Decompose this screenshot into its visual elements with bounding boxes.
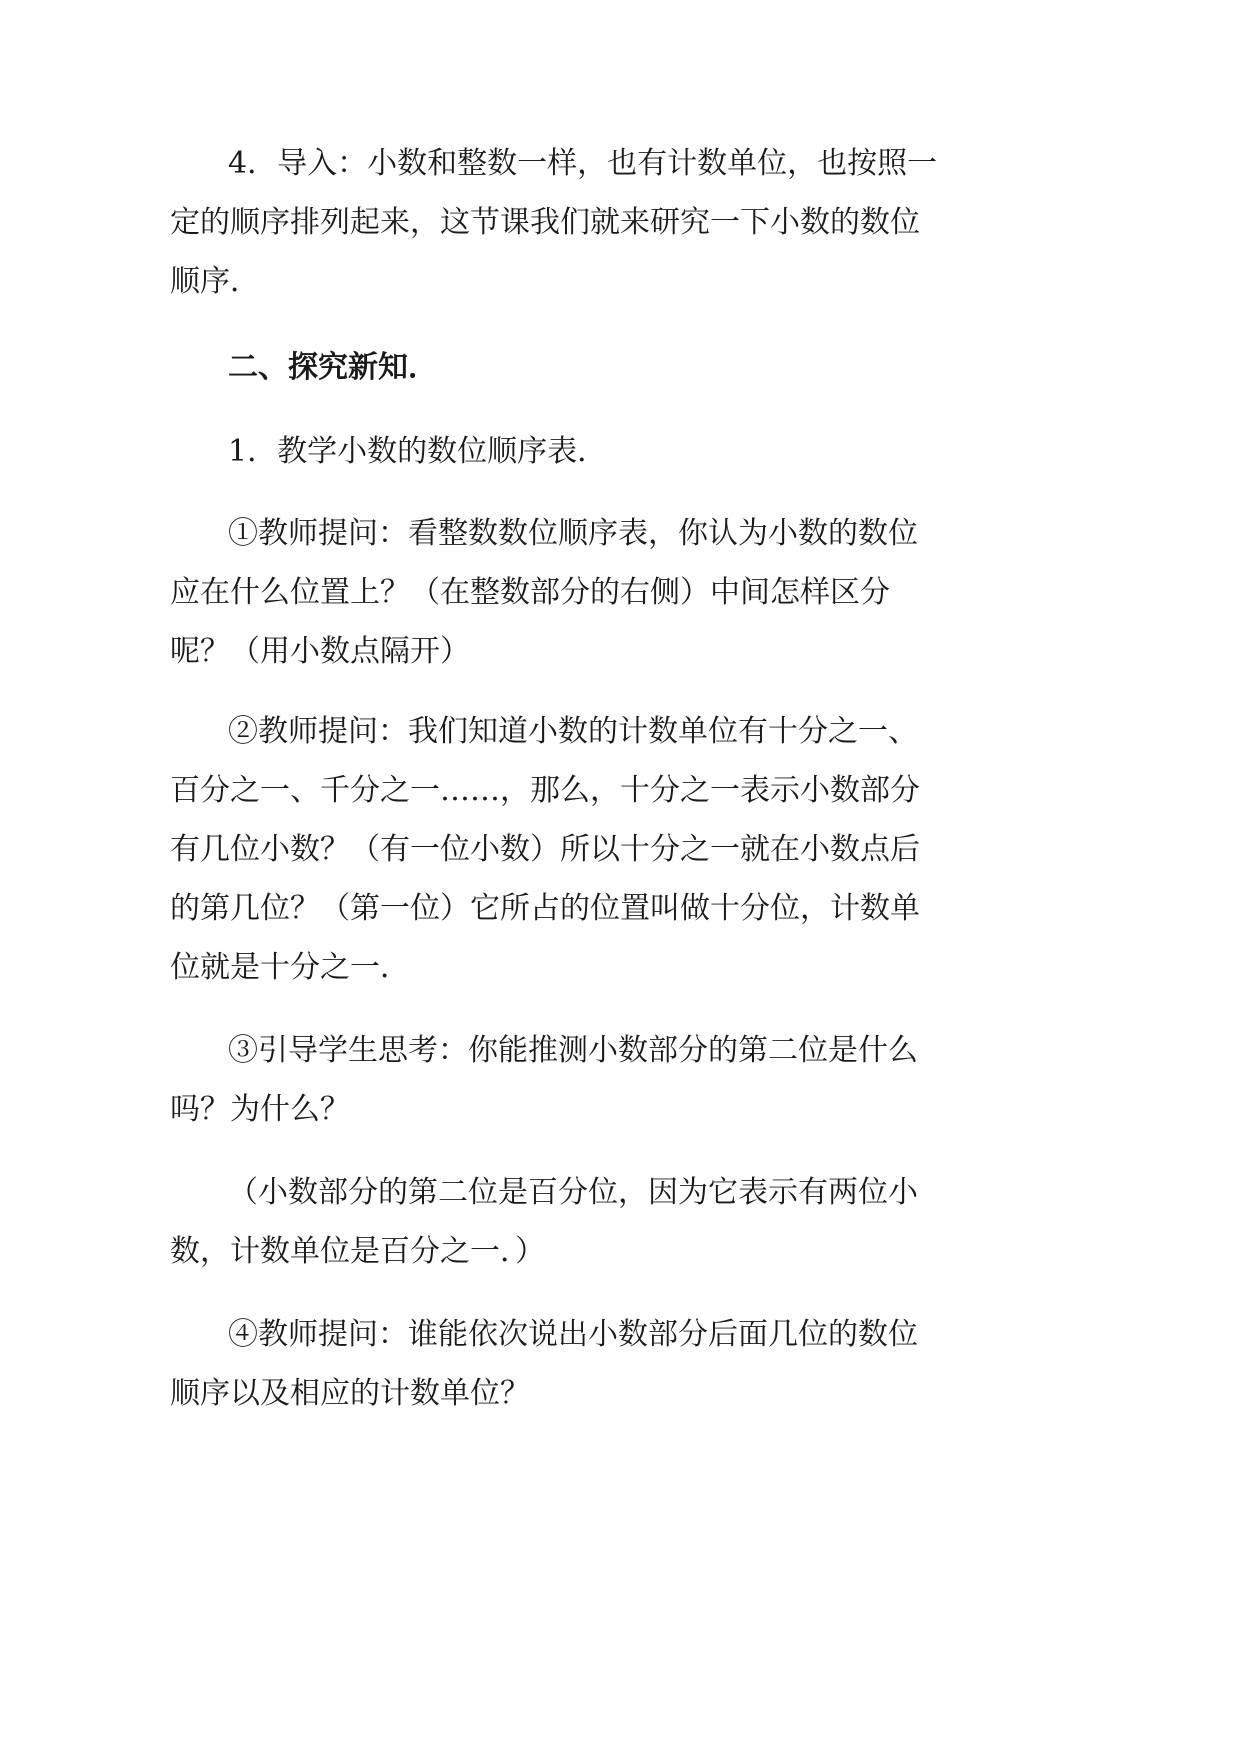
text-line: 有几位小数？（有一位小数）所以十分之一就在小数点后: [170, 832, 920, 867]
text-line: 的第几位？（第一位）它所占的位置叫做十分位，计数单: [170, 891, 920, 926]
text-line: ③引导学生思考：你能推测小数部分的第二位是什么: [228, 1033, 918, 1068]
text-line: 吗？为什么？: [170, 1092, 350, 1127]
text-line: 百分之一、千分之一……，那么，十分之一表示小数部分: [170, 773, 920, 808]
section-heading: [170, 338, 1070, 397]
paragraph-introduction: [170, 134, 1070, 311]
text-line: 位就是十分之一．: [170, 950, 410, 985]
paragraph-answer-3: [170, 1163, 1070, 1281]
text-line: 顺序以及相应的计数单位？: [170, 1376, 530, 1411]
paragraph-question-1: [170, 504, 1070, 681]
text-line: 应在什么位置上？（在整数部分的右侧）中间怎样区分: [170, 575, 890, 610]
heading-text: 二、探究新知．: [228, 350, 438, 385]
paragraph-question-2: [170, 702, 1070, 997]
text-line: ②教师提问：我们知道小数的计数单位有十分之一、: [228, 714, 918, 749]
text-line: ①教师提问：看整数数位顺序表，你认为小数的数位: [228, 516, 918, 551]
text-line: 1．教学小数的数位顺序表．: [228, 434, 608, 469]
paragraph-question-4: [170, 1305, 1070, 1423]
paragraph-subtopic: [170, 422, 1070, 481]
text-line: 呢？（用小数点隔开）: [170, 634, 470, 669]
text-line: ④教师提问：谁能依次说出小数部分后面几位的数位: [228, 1317, 918, 1352]
text-line: 数，计数单位是百分之一．）: [170, 1234, 545, 1269]
paragraph-question-3: [170, 1021, 1070, 1139]
text-line: 4．导入：小数和整数一样，也有计数单位，也按照一: [228, 146, 938, 181]
text-line: 顺序．: [170, 264, 260, 299]
text-line: （小数部分的第二位是百分位，因为它表示有两位小: [228, 1175, 918, 1210]
text-line: 定的顺序排列起来，这节课我们就来研究一下小数的数位: [170, 205, 920, 240]
